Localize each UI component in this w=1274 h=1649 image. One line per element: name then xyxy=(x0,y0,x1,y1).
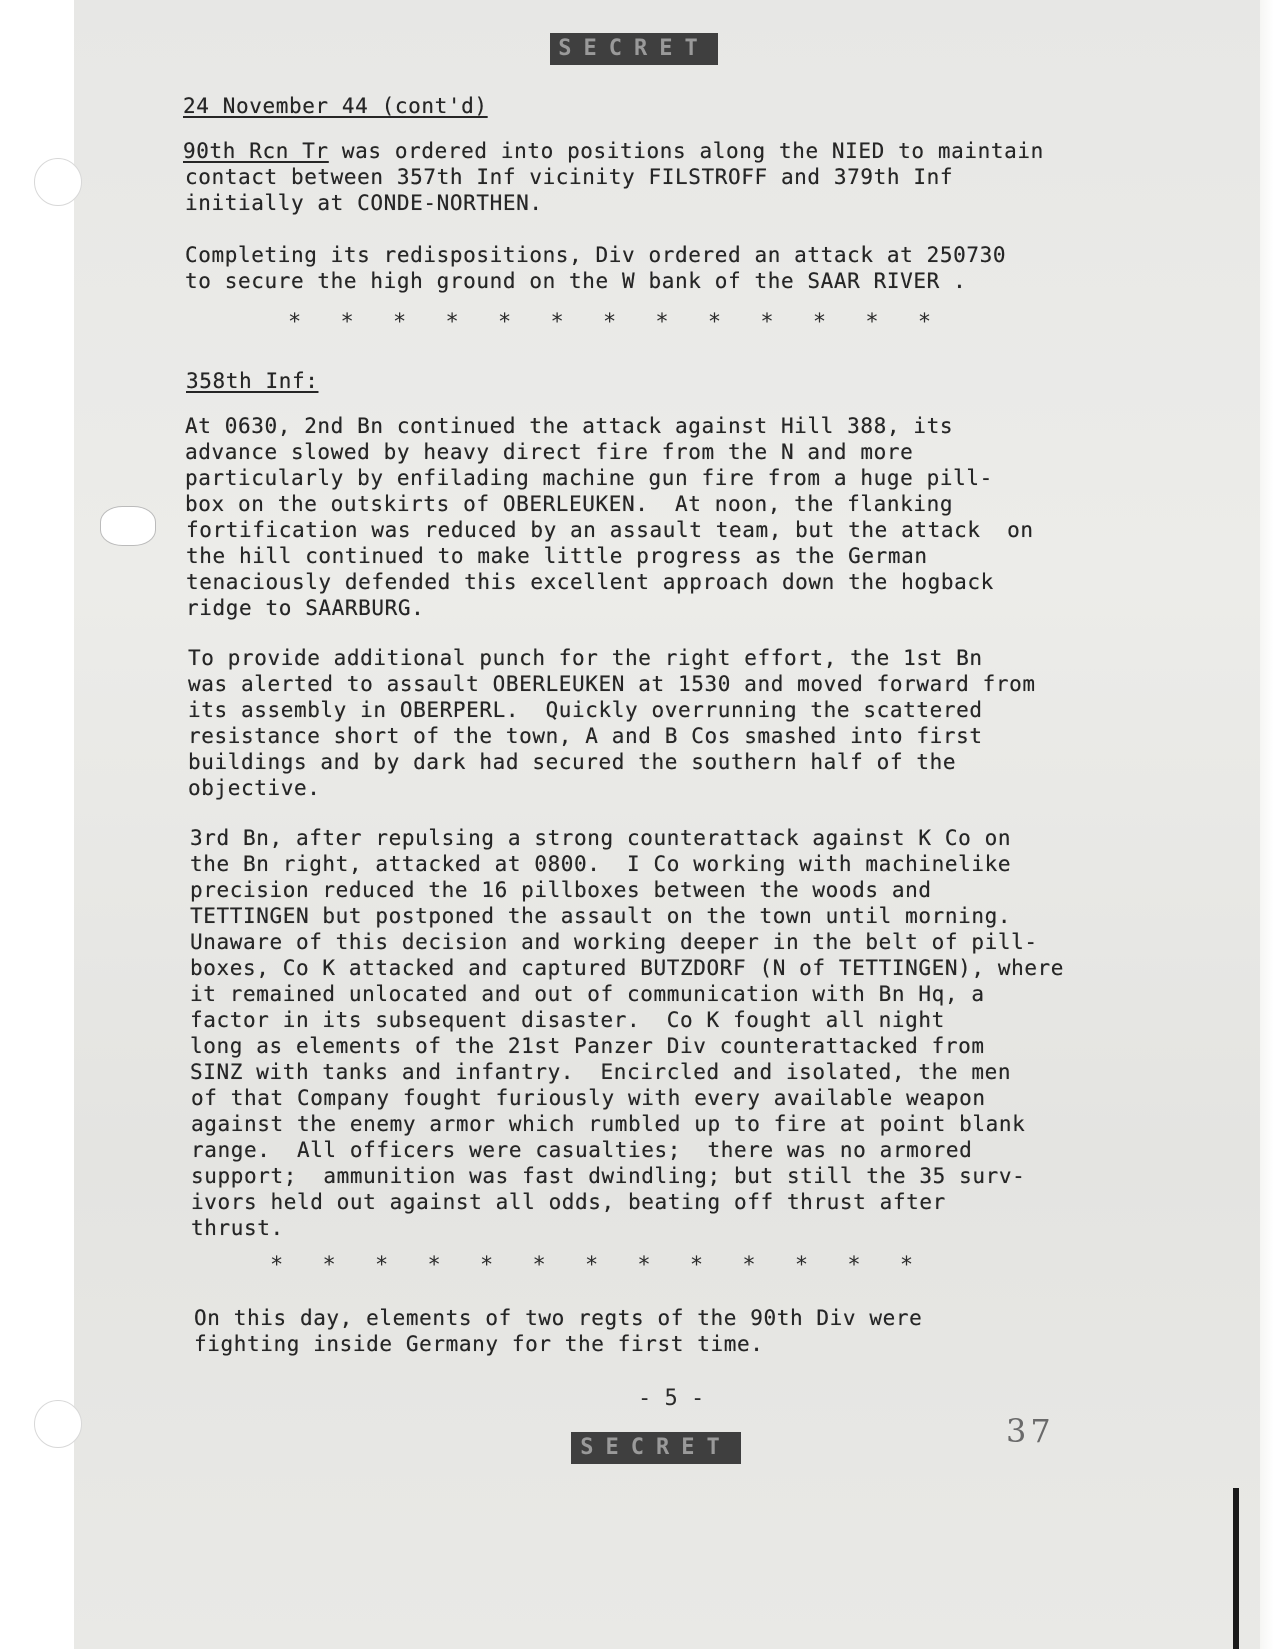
paragraph-line: thrust. xyxy=(191,1216,284,1240)
paragraph-line: was alerted to assault OBERLEUKEN at 1530 and moved forward from xyxy=(188,672,1036,696)
paragraph-line: objective. xyxy=(188,776,321,800)
page-edge xyxy=(1260,0,1274,1649)
paragraph-line: advance slowed by heavy direct fire from the N and more xyxy=(185,440,914,464)
paragraph-line: its assembly in OBERPERL. Quickly overrunning the scattered xyxy=(188,698,983,722)
paragraph-line: to secure the high ground on the W bank of the SAAR RIVER . xyxy=(185,269,967,293)
paragraph-line: ridge to SAARBURG. xyxy=(186,596,425,620)
paragraph-line: tenaciously defended this excellent approach down the hogback xyxy=(186,570,994,594)
paragraph-line: contact between 357th Inf vicinity FILSTROFF and 379th Inf xyxy=(185,165,954,189)
date-heading: 24 November 44 (cont'd) xyxy=(183,94,488,118)
asterisk-separator: * * * * * * * * * * * * * xyxy=(270,1253,914,1278)
paragraph-line: ivors held out against all odds, beating off thrust after xyxy=(191,1190,946,1214)
paragraph-line: precision reduced the 16 pillboxes between the woods and xyxy=(190,878,932,902)
punch-hole-middle xyxy=(100,506,156,546)
section-heading: 358th Inf: xyxy=(186,369,319,393)
paragraph-line: To provide additional punch for the right effort, the 1st Bn xyxy=(188,646,983,670)
paragraph-line: of that Company fought furiously with every available weapon xyxy=(191,1086,986,1110)
paragraph-line: the hill continued to make little progress as the German xyxy=(186,544,928,568)
paragraph-line: the Bn right, attacked at 0800. I Co working with machinelike xyxy=(190,852,1012,876)
binding-mark xyxy=(1233,1488,1239,1649)
paragraph-line: against the enemy armor which rumbled up to fire at point blank xyxy=(191,1112,1026,1136)
unit-name: 90th Rcn Tr xyxy=(183,139,329,163)
paragraph-line-rest: was ordered into positions along the NIED to maintain xyxy=(328,139,1044,163)
paragraph-line: SINZ with tanks and infantry. Encircled and isolated, the men xyxy=(190,1060,1012,1084)
paragraph-line: initially at CONDE-NORTHEN. xyxy=(185,191,543,215)
paragraph-line: fortification was reduced by an assault team, but the attack on xyxy=(186,518,1034,542)
paragraph-line: box on the outskirts of OBERLEUKEN. At noon, the flanking xyxy=(185,492,954,516)
paragraph-line: long as elements of the 21st Panzer Div counterattacked from xyxy=(190,1034,985,1058)
asterisk-separator: * * * * * * * * * * * * * xyxy=(288,310,932,335)
paragraph-line: range. All officers were casualties; there was no armored xyxy=(191,1138,973,1162)
paragraph-line: Unaware of this decision and working deeper in the belt of pill- xyxy=(190,930,1038,954)
paragraph-line: On this day, elements of two regts of the 90th Div were xyxy=(194,1306,923,1330)
paragraph-line: Completing its redispositions, Div ordered an attack at 250730 xyxy=(185,243,1007,267)
paragraph-line: it remained unlocated and out of communication with Bn Hq, a xyxy=(190,982,985,1006)
secret-stamp-top: SECRET xyxy=(550,33,718,65)
paragraph-line: particularly by enfilading machine gun fire from a huge pill- xyxy=(185,466,993,490)
paragraph-line: factor in its subsequent disaster. Co K fought all night xyxy=(190,1008,945,1032)
punch-hole-top xyxy=(34,158,82,206)
paragraph-line: buildings and by dark had secured the southern half of the xyxy=(188,750,957,774)
secret-stamp-bottom: SECRET xyxy=(571,1432,741,1464)
paragraph-line xyxy=(183,138,1044,164)
paragraph-line: fighting inside Germany for the first time. xyxy=(194,1332,764,1356)
paragraph-line: resistance short of the town, A and B Cos smashed into first xyxy=(188,724,983,748)
paragraph-line: At 0630, 2nd Bn continued the attack against Hill 388, its xyxy=(185,414,954,438)
punch-hole-bottom xyxy=(34,1400,82,1448)
paragraph-line: TETTINGEN but postponed the assault on the town until morning. xyxy=(190,904,1012,928)
paragraph-line: boxes, Co K attacked and captured BUTZDORF (N of TETTINGEN), where xyxy=(190,956,1065,980)
handwritten-number: 37 xyxy=(1006,1412,1055,1450)
page-number: - 5 - xyxy=(638,1386,705,1411)
paragraph-line: 3rd Bn, after repulsing a strong counterattack against K Co on xyxy=(190,826,1012,850)
paragraph-line: support; ammunition was fast dwindling; but still the 35 surv- xyxy=(191,1164,1026,1188)
